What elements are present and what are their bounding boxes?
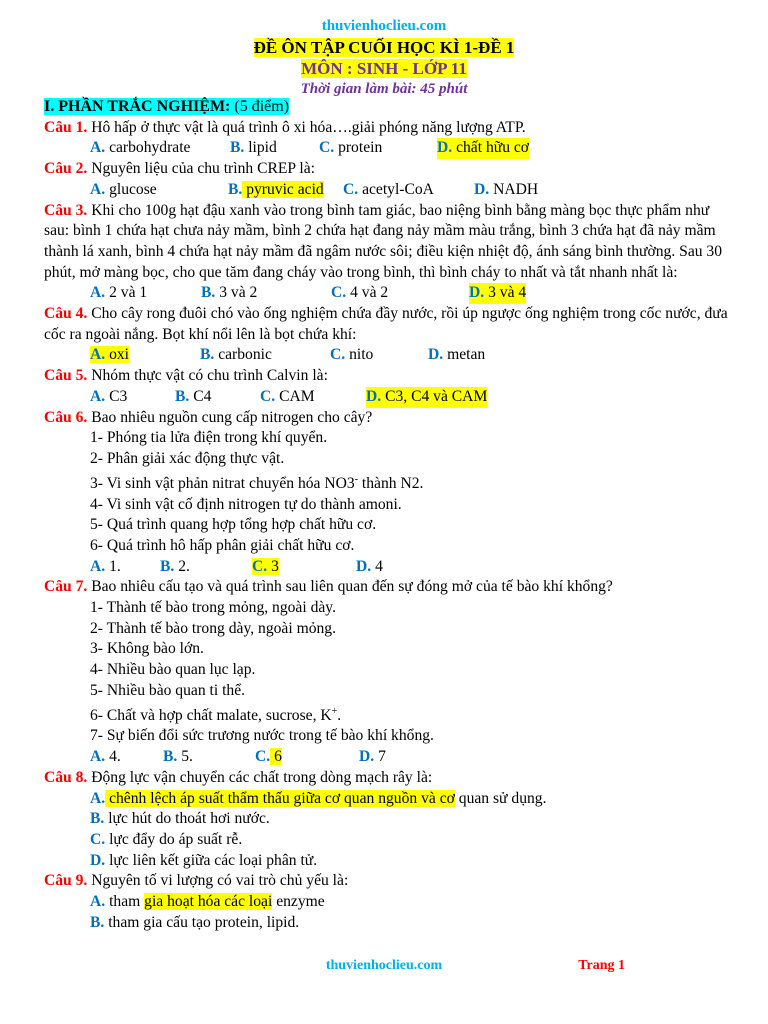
option-d: D. C3, C4 và CAM bbox=[366, 387, 487, 408]
option-d: D. 7 bbox=[359, 748, 386, 766]
option-d: D. 4 bbox=[356, 557, 383, 575]
question-label: Câu 8. bbox=[44, 768, 88, 786]
option-c: C. acetyl-CoA bbox=[343, 180, 434, 198]
option-c: C. 4 và 2 bbox=[331, 284, 389, 302]
question-7-options bbox=[44, 747, 734, 768]
exam-time: Thời gian làm bài: 45 phút bbox=[300, 81, 468, 97]
list-item: 5- Nhiều bào quan ti thể. bbox=[90, 681, 246, 699]
question-label: Câu 4. bbox=[44, 305, 88, 323]
option-a: A. carbohydrate bbox=[90, 139, 191, 157]
question-2-options bbox=[44, 180, 734, 201]
question-label: Câu 7. bbox=[44, 578, 88, 596]
question-label: Câu 3. bbox=[44, 201, 88, 219]
question-text: Động lực vận chuyển các chất trong dòng mạch rây là: bbox=[87, 768, 433, 786]
option-d: D. lực liên kết giữa các loại phân tử. bbox=[90, 851, 318, 869]
option-b: B. tham gia cấu tạo protein, lipid. bbox=[90, 913, 300, 931]
header-site: thuvienhoclieu.com bbox=[321, 18, 447, 34]
list-item: 4- Nhiều bào quan lục lạp. bbox=[90, 661, 256, 679]
question-label: Câu 5. bbox=[44, 367, 88, 385]
option-c: C. protein bbox=[319, 139, 383, 157]
option-c: C. lực đẩy do áp suất rễ. bbox=[90, 830, 243, 848]
option-a: A. chênh lệch áp suất thẩm thấu giữa cơ quan nguồn và cơ quan sử dụng. bbox=[90, 789, 547, 807]
question-6 bbox=[44, 408, 734, 429]
option-b: B. carbonic bbox=[200, 346, 272, 364]
option-d: D. NADH bbox=[474, 180, 539, 198]
list-item: 1- Thành tế bào trong mỏng, ngoài dày. bbox=[90, 599, 336, 617]
option-b: B. lực hút do thoát hơi nước. bbox=[90, 810, 270, 828]
option-c: C. nito bbox=[330, 346, 374, 364]
question-text: Bao nhiêu cấu tạo và quá trình sau liên quan đến sự đóng mở của tế bào khí khổng? bbox=[87, 578, 613, 596]
list-item: 7- Sự biến đổi sức trương nước trong tế bào khí khổng. bbox=[90, 727, 434, 745]
question-text: Nguyên tố vi lượng có vai trò chủ yếu là: bbox=[87, 872, 349, 890]
list-item: 6- Quá trình hô hấp phân giải chất hữu cơ. bbox=[90, 536, 355, 554]
option-a: A. C3 bbox=[90, 387, 128, 405]
question-1 bbox=[44, 118, 734, 139]
option-a: A. tham gia hoạt hóa các loại enzyme bbox=[90, 893, 325, 911]
section-heading bbox=[44, 97, 734, 118]
question-text: Cho cây rong đuôi chó vào ống nghiệm chứa đầy nước, rồi úp ngược ống nghiệm trong cốc nước, đưa cốc ra ngoài nắng. Bọt khí nổi lên là bọt chứa khí: bbox=[44, 305, 728, 343]
list-item: 3- Vi sinh vật phản nitrat chuyển hóa NO3- thành N2. bbox=[90, 473, 424, 492]
question-text: Nhóm thực vật có chu trình Calvin là: bbox=[87, 367, 328, 385]
question-4-options bbox=[44, 345, 734, 366]
question-4 bbox=[44, 304, 734, 345]
list-item: 6- Chất và hợp chất malate, sucrose, K+. bbox=[90, 705, 342, 724]
question-6-options bbox=[44, 557, 734, 578]
exam-title: ĐỀ ÔN TẬP CUỐI HỌC KÌ 1-ĐỀ 1 bbox=[253, 38, 515, 57]
question-label: Câu 1. bbox=[44, 118, 88, 136]
option-c: C. 3 bbox=[252, 557, 279, 575]
option-c: C. CAM bbox=[260, 387, 315, 405]
question-8 bbox=[44, 768, 734, 789]
question-text: Khi cho 100g hạt đậu xanh vào trong bình tam giác, bao niệng bình bằng màng bọc thực phẩm như sau: bình 1 chứa hạt chưa nảy mầm, bình 2 chứa hạt đang nảy mầm màu trắng, bình 3 chứa hạt đã nảy mầm thành lá xanh, bình 4 chứa hạt nảy mầm đã ngâm nước sôi; điều kiện nhiệt độ, ánh sáng bình thường. Sau 30 phút, mở màng bọc, cho que tăm đang cháy vào trong bình, thì bình cháy to nhất và tắt nhanh nhất là: bbox=[44, 201, 723, 281]
question-3-options bbox=[44, 283, 734, 304]
exam-content bbox=[44, 97, 734, 934]
option-b: B. C4 bbox=[175, 387, 212, 405]
option-b: B. 3 và 2 bbox=[201, 284, 258, 302]
question-5 bbox=[44, 366, 734, 387]
option-d: D. 3 và 4 bbox=[469, 283, 526, 304]
question-5-options bbox=[44, 387, 734, 408]
question-label: Câu 6. bbox=[44, 408, 88, 426]
page-number: Trang 1 bbox=[578, 958, 625, 973]
exam-subject: MÔN : SINH - LỚP 11 bbox=[301, 59, 467, 78]
list-item: 1- Phóng tia lửa điện trong khí quyển. bbox=[90, 429, 328, 447]
option-a: A. 4. bbox=[90, 748, 121, 766]
option-d: D. metan bbox=[428, 346, 486, 364]
option-b: B. 5. bbox=[163, 748, 193, 766]
option-a: A. glucose bbox=[90, 180, 157, 198]
option-a: A. oxi bbox=[90, 346, 129, 364]
list-item: 3- Không bào lớn. bbox=[90, 640, 204, 658]
option-a: A. 1. bbox=[90, 557, 121, 575]
question-3 bbox=[44, 201, 734, 284]
option-b: B. pyruvic acid bbox=[228, 180, 324, 198]
section-points: (5 điểm) bbox=[230, 98, 290, 115]
question-1-options bbox=[44, 138, 734, 159]
question-text: Hô hấp ở thực vật là quá trình ô xi hóa….giải phóng năng lượng ATP. bbox=[87, 118, 526, 136]
question-text: Bao nhiêu nguồn cung cấp nitrogen cho cây? bbox=[87, 408, 373, 426]
question-text: Nguyên liệu của chu trình CREP là: bbox=[87, 160, 315, 178]
footer-site: thuvienhoclieu.com bbox=[325, 958, 443, 973]
question-label: Câu 2. bbox=[44, 160, 88, 178]
option-c: C. 6 bbox=[255, 748, 282, 766]
section-title: I. PHẦN TRẮC NGHIỆM: bbox=[44, 98, 231, 115]
question-9 bbox=[44, 871, 734, 892]
list-item: 2- Thành tế bào trong dày, ngoài mỏng. bbox=[90, 619, 336, 637]
option-a: A. 2 và 1 bbox=[90, 284, 148, 302]
option-b: B. 2. bbox=[160, 557, 190, 575]
question-7 bbox=[44, 577, 734, 598]
option-d: D. chất hữu cơ bbox=[437, 138, 529, 159]
question-2 bbox=[44, 159, 734, 180]
option-b: B. lipid bbox=[230, 139, 277, 157]
question-label: Câu 9. bbox=[44, 872, 88, 890]
list-item: 4- Vi sinh vật cố định nitrogen tự do thành amoni. bbox=[90, 495, 402, 513]
header bbox=[0, 16, 768, 100]
list-item: 5- Quá trình quang hợp tổng hợp chất hữu cơ. bbox=[90, 516, 377, 534]
list-item: 2- Phân giải xác động thực vật. bbox=[90, 449, 285, 467]
